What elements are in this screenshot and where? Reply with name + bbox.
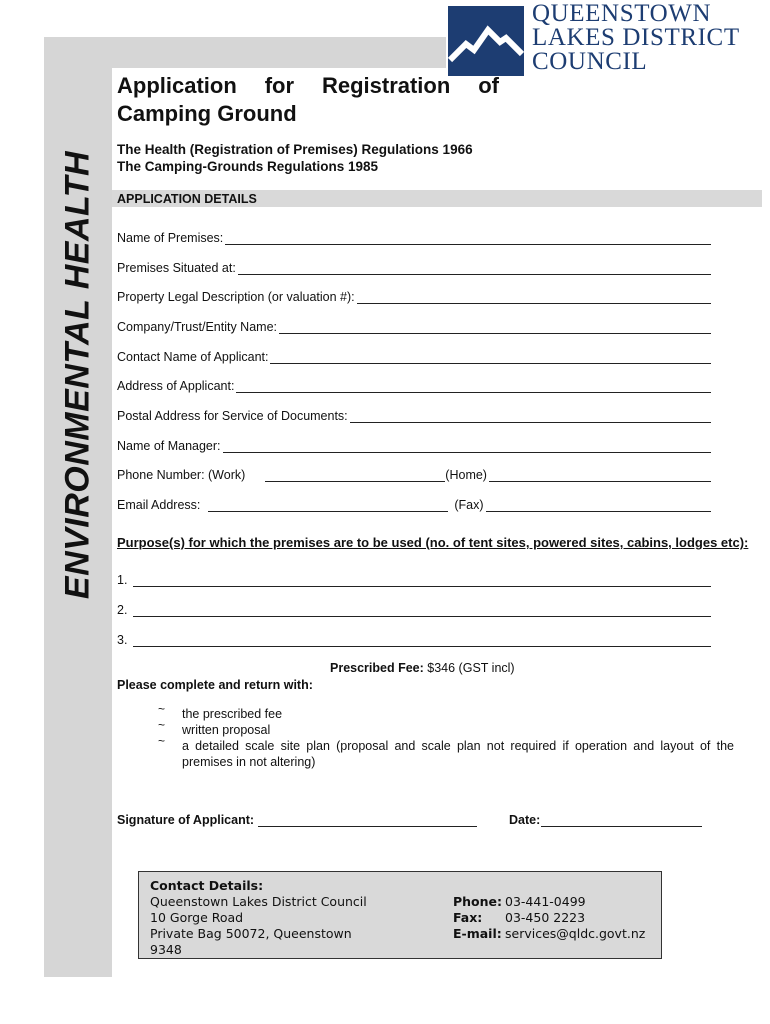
field-premises-situated[interactable] xyxy=(117,259,711,275)
field-email[interactable] xyxy=(117,496,711,512)
email-line[interactable] xyxy=(208,499,448,512)
phone-home-line[interactable] xyxy=(489,469,711,482)
field-postal-address[interactable] xyxy=(117,407,711,423)
field-label: Premises Situated at: xyxy=(117,261,236,275)
signature-line[interactable] xyxy=(258,826,477,827)
address-line: 10 Gorge Road xyxy=(150,910,244,925)
field-line[interactable] xyxy=(279,321,711,334)
return-item: a detailed scale site plan (proposal and scale plan not required if operation and layout of the premises in not altering) xyxy=(182,739,734,769)
purpose-item[interactable] xyxy=(117,631,711,647)
purpose-item[interactable] xyxy=(117,571,711,587)
field-line[interactable] xyxy=(357,291,711,304)
fee-label: Prescribed Fee: xyxy=(330,661,424,675)
field-label: Address of Applicant: xyxy=(117,379,235,393)
field-line[interactable] xyxy=(350,410,711,423)
return-item: the prescribed fee xyxy=(182,707,283,721)
fee-value: $346 (GST incl) xyxy=(427,661,515,675)
email-label: Email Address: xyxy=(117,498,201,512)
field-line[interactable] xyxy=(236,380,711,393)
phone-label: Phone: xyxy=(453,894,503,909)
title-word: of xyxy=(478,73,499,98)
signature-label: Signature of Applicant: xyxy=(117,813,255,827)
field-manager-name[interactable] xyxy=(117,437,711,453)
contact-address xyxy=(150,878,367,958)
field-label: Company/Trust/Entity Name: xyxy=(117,320,278,334)
title-word: for xyxy=(264,73,295,98)
logo-line-1: QUEENSTOWN xyxy=(532,0,712,27)
section-header: APPLICATION DETAILS xyxy=(117,192,257,206)
bullet-marker: ~ xyxy=(158,702,166,716)
field-label: Property Legal Description (or valuation #): xyxy=(117,290,355,304)
field-label: Postal Address for Service of Documents: xyxy=(117,409,348,423)
fax-label: (Fax) xyxy=(454,498,484,512)
fax-line[interactable] xyxy=(486,499,711,512)
email-value[interactable]: services@qldc.govt.nz xyxy=(505,926,646,941)
council-name xyxy=(532,2,740,74)
phone-work-label: Phone Number: (Work) xyxy=(117,468,246,482)
logo-line-2: LAKES DISTRICT xyxy=(532,24,740,51)
field-line[interactable] xyxy=(238,262,711,275)
contact-numbers xyxy=(453,894,645,942)
page-title xyxy=(117,72,499,128)
field-legal-description[interactable] xyxy=(117,288,711,304)
field-applicant-address[interactable] xyxy=(117,377,711,393)
address-line: Private Bag 50072, Queenstown xyxy=(150,926,352,941)
top-band xyxy=(44,37,446,68)
email-label: E-mail: xyxy=(453,926,502,941)
side-label: ENVIRONMENTAL HEALTH xyxy=(58,150,97,600)
purpose-number: 3. xyxy=(117,633,128,647)
address-line: Queenstown Lakes District Council xyxy=(150,894,367,909)
date-label: Date: xyxy=(509,813,541,827)
field-contact-name[interactable] xyxy=(117,348,711,364)
field-line[interactable] xyxy=(223,440,711,453)
regulation-1: The Health (Registration of Premises) Regulations 1966 xyxy=(117,142,473,157)
purpose-line[interactable] xyxy=(133,634,711,647)
phone-home-label: (Home) xyxy=(445,468,487,482)
fax-value: 03-450 2223 xyxy=(505,910,586,925)
prescribed-fee xyxy=(330,661,515,675)
contact-heading: Contact Details: xyxy=(150,878,264,893)
purpose-line[interactable] xyxy=(133,574,711,587)
council-logo-icon xyxy=(448,6,524,76)
return-item: written proposal xyxy=(182,723,271,737)
field-phone[interactable] xyxy=(117,466,711,482)
phone-work-line[interactable] xyxy=(265,463,445,482)
regulation-2: The Camping-Grounds Regulations 1985 xyxy=(117,159,379,174)
purpose-item[interactable] xyxy=(117,601,711,617)
purpose-number: 1. xyxy=(117,573,128,587)
address-line: 9348 xyxy=(150,942,182,957)
bullet-marker: ~ xyxy=(158,734,166,748)
fax-label: Fax: xyxy=(453,910,483,925)
field-label: Name of Premises: xyxy=(117,231,224,245)
title-word: Application xyxy=(117,73,237,98)
field-label: Name of Manager: xyxy=(117,439,221,453)
purpose-heading: Purpose(s) for which the premises are to be used (no. of tent sites, powered sites, cabins, lodges etc): xyxy=(117,535,749,550)
field-line[interactable] xyxy=(225,232,711,245)
field-line[interactable] xyxy=(270,351,711,364)
field-label: Contact Name of Applicant: xyxy=(117,350,269,364)
title-word: Registration xyxy=(321,73,451,98)
purpose-line[interactable] xyxy=(133,604,711,617)
date-line[interactable] xyxy=(541,826,702,827)
field-name-of-premises[interactable] xyxy=(117,229,711,245)
logo-line-3: COUNCIL xyxy=(532,48,648,75)
return-heading: Please complete and return with: xyxy=(117,678,313,692)
field-company-name[interactable] xyxy=(117,318,711,334)
title-line-2: Camping Ground xyxy=(117,101,297,126)
phone-value: 03-441-0499 xyxy=(505,894,586,909)
purpose-number: 2. xyxy=(117,603,128,617)
bullet-marker: ~ xyxy=(158,718,166,732)
